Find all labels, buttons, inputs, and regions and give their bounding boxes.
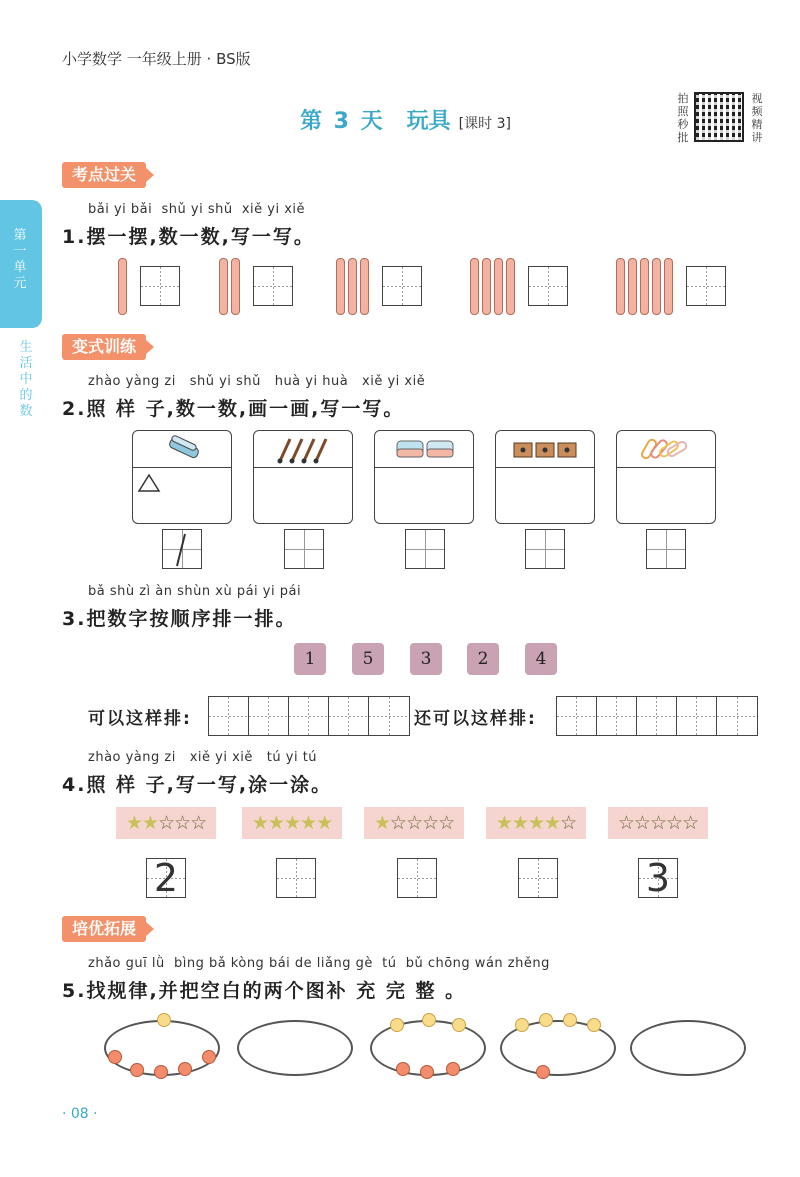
- q4-answer-square-3[interactable]: [397, 858, 437, 898]
- star-row[interactable]: [116, 807, 216, 839]
- counting-stick: [482, 258, 491, 315]
- q3-answer-grid-a[interactable]: [208, 696, 410, 736]
- counting-stick: [470, 258, 479, 315]
- chapter-label: 生活中的数: [19, 340, 33, 419]
- book-header: 小学数学 一年级上册 · BS版: [62, 50, 251, 68]
- qr-left-label: 拍照秒批: [677, 92, 689, 144]
- counting-stick: [640, 258, 649, 315]
- section-peiyou: 培优拓展: [62, 916, 146, 942]
- number-tile: 3: [410, 643, 442, 675]
- section-bianshi: 变式训练: [62, 334, 146, 360]
- bead: [108, 1050, 122, 1064]
- bead: [130, 1063, 144, 1077]
- star-filled-icon: ★: [267, 812, 284, 834]
- q2-box-erasers: [374, 430, 474, 524]
- bead: [422, 1013, 436, 1027]
- bead: [536, 1065, 550, 1079]
- q1-text: 1.摆一摆,数一数,写一写。: [62, 226, 315, 248]
- number-tile: 5: [352, 643, 384, 675]
- bead: [515, 1018, 529, 1032]
- star-filled-icon: ★: [544, 812, 561, 834]
- q2-answer-square-5[interactable]: [646, 529, 686, 569]
- counting-stick: [494, 258, 503, 315]
- star-empty-icon: ☆: [157, 812, 175, 834]
- written-answer: 2: [153, 856, 179, 900]
- q3-label-a: 可以这样排:: [88, 709, 192, 729]
- star-filled-icon: ★: [125, 812, 142, 834]
- star-empty-icon: ☆: [633, 812, 650, 834]
- star-empty-icon: ☆: [389, 812, 406, 834]
- q5-text: 5.找规律,并把空白的两个图补 充 完 整 。: [62, 980, 467, 1002]
- counting-stick: [506, 258, 515, 315]
- bead: [396, 1062, 410, 1076]
- star-empty-icon: ☆: [438, 812, 455, 834]
- stapler-icon: [165, 435, 205, 463]
- star-filled-icon: ★: [527, 812, 545, 834]
- bead: [202, 1050, 216, 1064]
- eraser-icon: [395, 435, 457, 463]
- q1-answer-square[interactable]: [382, 266, 422, 306]
- paperclip-icon: [641, 435, 693, 463]
- counting-stick: [231, 258, 240, 315]
- star-filled-icon: ★: [251, 812, 268, 834]
- written-answer: 3: [645, 856, 671, 900]
- number-tile: 2: [467, 643, 499, 675]
- q4-answer-square-2[interactable]: [276, 858, 316, 898]
- unit-tab-label: 第一单元: [13, 228, 27, 291]
- star-filled-icon: ★: [373, 812, 390, 834]
- star-empty-icon: ☆: [666, 812, 683, 834]
- triangle-mark: [137, 473, 161, 493]
- counting-stick: [628, 258, 637, 315]
- star-filled-icon: ★: [141, 812, 158, 834]
- q4-answer-square-5[interactable]: [638, 858, 678, 898]
- star-row[interactable]: [608, 807, 708, 839]
- q1-pinyin: bǎi yi bǎi shǔ yi shǔ xiě yi xiě: [88, 202, 306, 217]
- counting-stick: [652, 258, 661, 315]
- q2-box-brushes: [253, 430, 353, 524]
- counting-stick: [348, 258, 357, 315]
- star-row[interactable]: [364, 807, 464, 839]
- star-empty-icon: ☆: [405, 812, 423, 834]
- written-one-mark: [163, 530, 203, 570]
- q3-pinyin: bǎ shù zì àn shùn xù pái yi pái: [88, 584, 302, 599]
- star-row[interactable]: [242, 807, 342, 839]
- star-empty-icon: ☆: [190, 812, 207, 834]
- q1-answer-square[interactable]: [528, 266, 568, 306]
- q2-pinyin: zhào yàng zi shǔ yi shǔ huà yi huà xiě yi xiě: [88, 374, 426, 389]
- number-tile: 1: [294, 643, 326, 675]
- counting-stick: [616, 258, 625, 315]
- q2-box-sharpeners: [495, 430, 595, 524]
- star-empty-icon: ☆: [560, 812, 577, 834]
- q4-answer-square-1[interactable]: [146, 858, 186, 898]
- q2-answer-square-4[interactable]: [525, 529, 565, 569]
- q2-box-stapler: [132, 430, 232, 524]
- sharpener-icon: [512, 437, 582, 463]
- bead: [563, 1013, 577, 1027]
- q3-text: 3.把数字按顺序排一排。: [62, 608, 297, 630]
- q2-answer-square-3[interactable]: [405, 529, 445, 569]
- bead-ring-5-blank[interactable]: [630, 1020, 746, 1076]
- brushes-icon: [274, 433, 334, 465]
- bead: [157, 1013, 171, 1027]
- q1-answer-square[interactable]: [140, 266, 180, 306]
- title-tag: [课时 3]: [458, 116, 511, 132]
- counting-stick: [118, 258, 127, 315]
- q2-answer-square-1[interactable]: [162, 529, 202, 569]
- counting-stick: [664, 258, 673, 315]
- star-empty-icon: ☆: [174, 812, 191, 834]
- q3-answer-grid-b[interactable]: [556, 696, 758, 736]
- section-kaodian: 考点过关: [62, 162, 146, 188]
- star-empty-icon: ☆: [682, 812, 699, 834]
- q4-pinyin: zhào yàng zi xiě yi xiě tú yi tú: [88, 750, 318, 765]
- title-day: 第 3 天: [300, 109, 385, 134]
- star-filled-icon: ★: [283, 812, 301, 834]
- bead: [587, 1018, 601, 1032]
- bead: [178, 1062, 192, 1076]
- bead: [446, 1062, 460, 1076]
- star-filled-icon: ★: [495, 812, 512, 834]
- star-empty-icon: ☆: [422, 812, 439, 834]
- q2-answer-square-2[interactable]: [284, 529, 324, 569]
- star-filled-icon: ★: [300, 812, 317, 834]
- star-filled-icon: ★: [316, 812, 333, 834]
- star-filled-icon: ★: [511, 812, 528, 834]
- q2-text: 2.照 样 子,数一数,画一画,写一写。: [62, 398, 405, 420]
- counting-stick: [360, 258, 369, 315]
- bead: [539, 1013, 553, 1027]
- q4-answer-square-4[interactable]: [518, 858, 558, 898]
- number-tile: 4: [525, 643, 557, 675]
- counting-stick: [336, 258, 345, 315]
- counting-stick: [219, 258, 228, 315]
- star-empty-icon: ☆: [617, 812, 634, 834]
- page-title: [300, 104, 511, 135]
- star-empty-icon: ☆: [649, 812, 667, 834]
- bead: [452, 1018, 466, 1032]
- qr-code-icon[interactable]: [694, 92, 744, 142]
- title-topic: 玩具: [406, 109, 451, 134]
- q1-answer-square[interactable]: [686, 266, 726, 306]
- q5-pinyin: zhǎo guī lǜ bìng bǎ kòng bái de liǎng gè tú bǔ chōng wán zhěng: [88, 956, 550, 971]
- q1-answer-square[interactable]: [253, 266, 293, 306]
- bead-ring-2-blank[interactable]: [237, 1020, 353, 1076]
- q3-label-b: 还可以这样排:: [414, 709, 537, 729]
- qr-right-label: 视频精讲: [751, 92, 763, 144]
- bead: [390, 1018, 404, 1032]
- bead: [154, 1065, 168, 1079]
- page-number: · 08 ·: [62, 1106, 98, 1122]
- q4-text: 4.照 样 子,写一写,涂一涂。: [62, 774, 333, 796]
- bead: [420, 1065, 434, 1079]
- q2-box-paperclips: [616, 430, 716, 524]
- star-row[interactable]: [486, 807, 586, 839]
